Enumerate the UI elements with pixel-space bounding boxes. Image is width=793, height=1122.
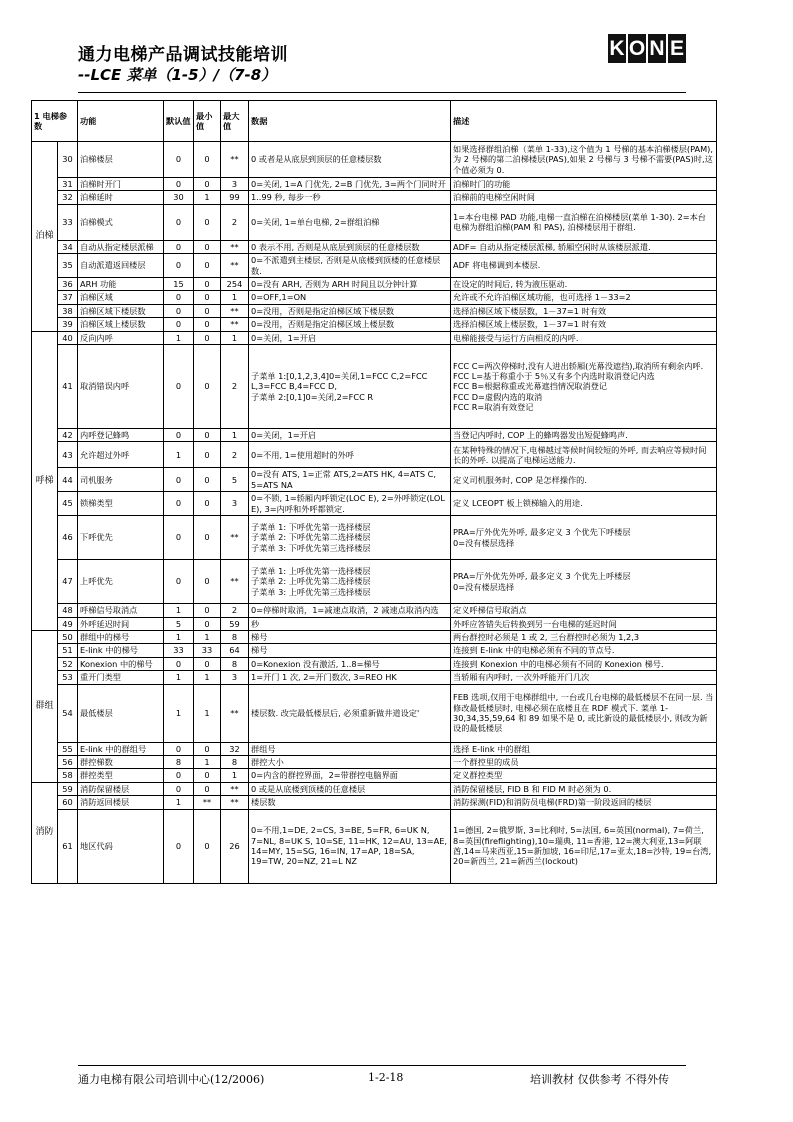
table-row: [32, 560, 717, 604]
param-min: 0: [194, 291, 221, 304]
col-header-data: 数据: [249, 101, 451, 142]
param-min: **: [194, 796, 221, 809]
param-description: 1=德国, 2=俄罗斯, 3=比利时, 5=法国, 6=英国(normal), 7=荷兰, 8=英国(fireflighting),10=瑞典, 11=香港, 12=澳大利亚,13=阿联酋,14=马来西亚,15=新加坡, 16=印尼,17=亚太,18=沙特, 19=台湾, 20=新西兰, 21=新西兰(lockout): [451, 809, 717, 883]
param-min: 0: [194, 604, 221, 617]
param-data: 0=OFF,1=ON: [249, 291, 451, 304]
param-min: 33: [194, 644, 221, 657]
param-max: 3: [221, 178, 249, 191]
param-function: 反向内呼: [78, 331, 164, 344]
param-data: 0 或是从底楼到顶楼的任意楼层: [249, 782, 451, 795]
group-label: 泊梯: [32, 142, 58, 332]
param-description: 定义 LCEOPT 板上锁梯输入的用途.: [451, 492, 717, 516]
logo-letter: K: [608, 34, 626, 63]
param-data: 1=开门 1 次, 2=开门数次, 3=REO HK: [249, 671, 451, 684]
param-description: 定义群控类型: [451, 769, 717, 782]
param-max: 2: [221, 604, 249, 617]
param-min: 1: [194, 671, 221, 684]
param-max: **: [221, 240, 249, 253]
param-number: 48: [58, 604, 78, 617]
param-min: 1: [194, 630, 221, 643]
param-number: 54: [58, 684, 78, 742]
table-row: [32, 755, 717, 768]
table-header-row: [32, 101, 717, 142]
param-default: 1: [164, 331, 194, 344]
param-default: 0: [164, 468, 194, 492]
param-max: 254: [221, 278, 249, 291]
param-description: 一个群控里的成员: [451, 755, 717, 768]
param-min: 1: [194, 191, 221, 204]
param-number: 35: [58, 254, 78, 278]
param-max: 1: [221, 291, 249, 304]
table-body: [32, 142, 717, 884]
param-function: 泊梯模式: [78, 204, 164, 240]
param-number: 61: [58, 809, 78, 883]
param-min: 0: [194, 204, 221, 240]
logo-letter: N: [648, 34, 666, 63]
param-max: **: [221, 560, 249, 604]
param-function: E-link 中的梯号: [78, 644, 164, 657]
logo-letter: E: [668, 34, 686, 63]
param-description: 当轿厢有内呼时, 一次外呼能开门几次: [451, 671, 717, 684]
param-function: 自动派遣返回楼层: [78, 254, 164, 278]
param-description: 1=本台电梯 PAD 功能,电梯一直泊梯在泊梯楼层(菜单 1-30). 2=本台电梯为群组泊梯(PAM 和 PAS), 泊梯楼层用于群组.: [451, 204, 717, 240]
param-number: 60: [58, 796, 78, 809]
table-row: [32, 516, 717, 560]
param-number: 47: [58, 560, 78, 604]
param-function: 重开门类型: [78, 671, 164, 684]
param-min: 0: [194, 318, 221, 331]
param-min: 0: [194, 142, 221, 178]
param-default: 1: [164, 671, 194, 684]
param-default: 5: [164, 617, 194, 630]
param-default: 0: [164, 142, 194, 178]
group-label: 消防: [32, 782, 58, 883]
param-function: 允许超过外呼: [78, 442, 164, 468]
param-min: 0: [194, 782, 221, 795]
param-default: 0: [164, 240, 194, 253]
param-max: 1: [221, 429, 249, 442]
param-min: 0: [194, 617, 221, 630]
table-row: [32, 671, 717, 684]
param-number: 50: [58, 630, 78, 643]
table-row: [32, 809, 717, 883]
param-description: 允许或不允许泊梯区域功能，也可选择 1－33=2: [451, 291, 717, 304]
table-row: [32, 291, 717, 304]
param-max: 3: [221, 671, 249, 684]
param-description: 泊梯前的电梯空闲时间: [451, 191, 717, 204]
param-max: 32: [221, 742, 249, 755]
param-data: 0=关闭, 1=A 门优先, 2=B 门优先, 3=两个门同时开: [249, 178, 451, 191]
param-max: 2: [221, 204, 249, 240]
param-default: 1: [164, 442, 194, 468]
param-data: 0=没有 ARH, 否则为 ARH 时间且以分钟计算: [249, 278, 451, 291]
table-row: [32, 782, 717, 795]
param-max: **: [221, 782, 249, 795]
table-row: [32, 429, 717, 442]
table-row: [32, 657, 717, 670]
table-row: [32, 191, 717, 204]
param-number: 56: [58, 755, 78, 768]
param-number: 53: [58, 671, 78, 684]
table-row: [32, 142, 717, 178]
col-header-min: 最小值: [194, 101, 221, 142]
param-max: 26: [221, 809, 249, 883]
param-min: 0: [194, 516, 221, 560]
param-description: 泊梯时门的功能: [451, 178, 717, 191]
param-number: 37: [58, 291, 78, 304]
param-data: 0=内含的群控界面，2=带群控电脑界面: [249, 769, 451, 782]
param-default: 15: [164, 278, 194, 291]
param-min: 0: [194, 178, 221, 191]
param-max: **: [221, 304, 249, 317]
param-default: 1: [164, 630, 194, 643]
param-data: 0 或者是从底层到顶层的任意楼层数: [249, 142, 451, 178]
param-description: 在某种特殊的情况下,电梯越过等候时间较短的外呼, 而去响应等候时间长的外呼. 以提高了电梯运送能力.: [451, 442, 717, 468]
param-min: 0: [194, 278, 221, 291]
param-max: 2: [221, 345, 249, 429]
param-function: 自动从指定楼层派梯: [78, 240, 164, 253]
param-description: 外呼应答错失后转换到另一台电梯的延迟时间: [451, 617, 717, 630]
param-number: 44: [58, 468, 78, 492]
param-number: 51: [58, 644, 78, 657]
param-function: Konexion 中的梯号: [78, 657, 164, 670]
param-default: 0: [164, 742, 194, 755]
param-default: 0: [164, 291, 194, 304]
param-min: 1: [194, 684, 221, 742]
footer-notice: 培训教材 仅供参考 不得外传: [530, 1073, 669, 1086]
param-function: 群控类型: [78, 769, 164, 782]
table-row: [32, 345, 717, 429]
param-min: 0: [194, 657, 221, 670]
param-number: 58: [58, 769, 78, 782]
param-min: 0: [194, 769, 221, 782]
table-row: [32, 204, 717, 240]
param-description: 如果选择群组泊梯（菜单 1-33),这个值为 1 号梯的基本泊梯楼层(PAM),为 2 号梯的第二泊梯楼层(PAS),如果 2 号梯与 3 号梯不需要(PAS)时,这个值必须为 0.: [451, 142, 717, 178]
param-default: 1: [164, 604, 194, 617]
footer-divider: [78, 1065, 686, 1066]
param-default: 0: [164, 809, 194, 883]
param-data: 0=没有 ATS, 1=正常 ATS,2=ATS HK, 4=ATS C, 5=ATS NA: [249, 468, 451, 492]
group-label: 呼梯: [32, 331, 58, 630]
param-function: 泊梯时开门: [78, 178, 164, 191]
param-max: **: [221, 516, 249, 560]
param-min: 0: [194, 492, 221, 516]
param-function: 内呼登记蜂鸣: [78, 429, 164, 442]
param-data: 0=不用, 1=使用超时的外呼: [249, 442, 451, 468]
param-default: 0: [164, 492, 194, 516]
param-number: 39: [58, 318, 78, 331]
param-description: 在设定的时间后, 转为液压驱动.: [451, 278, 717, 291]
param-data: 秒: [249, 617, 451, 630]
param-function: 泊梯区域上楼层数: [78, 318, 164, 331]
param-max: **: [221, 142, 249, 178]
kone-logo: [608, 34, 686, 63]
table-row: [32, 742, 717, 755]
table-row: [32, 331, 717, 344]
param-max: 64: [221, 644, 249, 657]
param-data: 0=Konexion 没有激活, 1..8=梯号: [249, 657, 451, 670]
param-max: **: [221, 796, 249, 809]
param-data: 0=不锁, 1=轿厢内呼锁定(LOC E), 2=外呼锁定(LOL E), 3=内呼和外呼都锁定.: [249, 492, 451, 516]
param-max: 5: [221, 468, 249, 492]
page-title: 通力电梯产品调试技能培训: [78, 45, 288, 65]
param-default: 0: [164, 429, 194, 442]
table-row: [32, 769, 717, 782]
param-function: 上呼优先: [78, 560, 164, 604]
param-number: 31: [58, 178, 78, 191]
param-function: 泊梯楼层: [78, 142, 164, 178]
param-default: 0: [164, 318, 194, 331]
param-min: 0: [194, 742, 221, 755]
param-default: 0: [164, 769, 194, 782]
param-data: 梯号: [249, 644, 451, 657]
param-min: 1: [194, 755, 221, 768]
table-row: [32, 178, 717, 191]
param-function: 锁梯类型: [78, 492, 164, 516]
param-data: 0=关闭，1=开启: [249, 429, 451, 442]
param-data: 子菜单 1:[0,1,2,3,4]0=关闭,1=FCC C,2=FCC L,3=FCC B,4=FCC D, 子菜单 2:[0,1]0=关闭,2=FCC R: [249, 345, 451, 429]
param-number: 42: [58, 429, 78, 442]
param-function: 呼梯信号取消点: [78, 604, 164, 617]
param-description: 定义呼梯信号取消点: [451, 604, 717, 617]
param-number: 32: [58, 191, 78, 204]
param-max: 1: [221, 769, 249, 782]
table-row: [32, 318, 717, 331]
param-number: 33: [58, 204, 78, 240]
param-function: 取消错误内呼: [78, 345, 164, 429]
param-default: 0: [164, 178, 194, 191]
param-function: ARH 功能: [78, 278, 164, 291]
param-data: 0=关闭, 1=单台电梯, 2=群组泊梯: [249, 204, 451, 240]
param-data: 子菜单 1: 上呼优先第一选择楼层 子菜单 2: 上呼优先第二选择楼层 子菜单 3: 上呼优先第三选择楼层: [249, 560, 451, 604]
table-row: [32, 630, 717, 643]
param-min: 0: [194, 809, 221, 883]
param-min: 0: [194, 240, 221, 253]
table-row: [32, 278, 717, 291]
col-header-function: 功能: [78, 101, 164, 142]
table-row: [32, 684, 717, 742]
param-function: 外呼延迟时间: [78, 617, 164, 630]
param-number: 45: [58, 492, 78, 516]
param-data: 0=没用，否则是指定泊梯区域下楼层数: [249, 304, 451, 317]
table-row: [32, 468, 717, 492]
param-min: 0: [194, 304, 221, 317]
col-header-max: 最大值: [221, 101, 249, 142]
param-description: 电梯能接受与运行方向相反的内呼.: [451, 331, 717, 344]
param-max: 8: [221, 755, 249, 768]
param-description: ADF 将电梯调到本楼层.: [451, 254, 717, 278]
param-description: ADF= 自动从指定楼层派梯, 轿厢空闲时从该楼层派遣.: [451, 240, 717, 253]
param-data: 0=关闭，1=开启: [249, 331, 451, 344]
param-description: 当登记内呼时, COP 上的蜂鸣器发出短促蜂鸣声.: [451, 429, 717, 442]
param-data: 楼层数. 改完最低楼层后, 必须重新做井道设定': [249, 684, 451, 742]
param-description: 定义司机服务时, COP 是怎样操作的.: [451, 468, 717, 492]
table-row: [32, 644, 717, 657]
col-header-description: 描述: [451, 101, 717, 142]
param-number: 40: [58, 331, 78, 344]
table-row: [32, 442, 717, 468]
param-data: 0=不派遣到主楼层, 否则是从底楼到顶楼的任意楼层数.: [249, 254, 451, 278]
param-number: 30: [58, 142, 78, 178]
param-description: 消防保留楼层, FID B 和 FID M 时必须为 0.: [451, 782, 717, 795]
param-data: 0=不用,1=DE, 2=CS, 3=BE, 5=FR, 6=UK N, 7=NL, 8=UK S, 10=SE, 11=HK, 12=AU, 13=AE, 14=MY, 15=SG, 16=IN, 17=AP, 18=SA, 19=TW, 20=NZ, 21=L NZ: [249, 809, 451, 883]
param-number: 59: [58, 782, 78, 795]
param-data: 群控大小: [249, 755, 451, 768]
param-default: 0: [164, 304, 194, 317]
param-description: 选择 E-link 中的群组: [451, 742, 717, 755]
param-max: 3: [221, 492, 249, 516]
footer-org: 通力电梯有限公司培训中心(12/2006): [78, 1073, 265, 1086]
param-description: 连接到 Konexion 中的电梯必须有不同的 Konexion 梯号.: [451, 657, 717, 670]
param-description: 连接到 E-link 中的电梯必须有不同的节点号.: [451, 644, 717, 657]
param-number: 55: [58, 742, 78, 755]
header-divider: [78, 92, 686, 93]
table-row: [32, 240, 717, 253]
param-description: 两台群控时必须是 1 或 2, 三台群控时必须为 1,2,3: [451, 630, 717, 643]
footer-page-number: 1-2-18: [368, 1071, 404, 1084]
param-function: E-link 中的群组号: [78, 742, 164, 755]
param-default: 0: [164, 516, 194, 560]
param-min: 0: [194, 560, 221, 604]
param-description: FEB 选项,仅用于电梯群组中, 一台或几台电梯的最低楼层不在同一层. 当修改最低楼层时, 电梯必须在底楼且在 RDF 模式下. 菜单 1-30,34,35,59,64 和 89 如果不是 0, 或比新设的最低楼层小, 则改为新设的最低楼层: [451, 684, 717, 742]
param-data: 0=没用，否则是指定泊梯区域上楼层数: [249, 318, 451, 331]
param-function: 群组中的梯号: [78, 630, 164, 643]
param-default: 0: [164, 204, 194, 240]
param-default: 0: [164, 254, 194, 278]
param-function: 下呼优先: [78, 516, 164, 560]
param-default: 0: [164, 782, 194, 795]
param-default: 0: [164, 560, 194, 604]
param-number: 49: [58, 617, 78, 630]
table-row: [32, 254, 717, 278]
param-default: 0: [164, 345, 194, 429]
param-data: 梯号: [249, 630, 451, 643]
group-label: 群组: [32, 630, 58, 782]
param-number: 43: [58, 442, 78, 468]
param-min: 0: [194, 429, 221, 442]
param-max: 8: [221, 630, 249, 643]
param-description: PRA=厅外优先外呼, 最多定义 3 个优先下呼楼层 0=没有楼层选择: [451, 516, 717, 560]
param-number: 52: [58, 657, 78, 670]
param-max: 2: [221, 442, 249, 468]
parameter-table: [31, 100, 717, 884]
param-description: FCC C=两次停梯时,没有人进出轿厢(光幕没遮挡),取消所有剩余内呼. FCC L=基于称重小于 5％又有多个内选时取消登记内选 FCC B=根据称重或光幕遮挡情况取消登记 FCC D=虚假内选的取消 FCC R=取消有效登记: [451, 345, 717, 429]
param-max: 59: [221, 617, 249, 630]
param-max: **: [221, 318, 249, 331]
param-function: 泊梯延时: [78, 191, 164, 204]
col-header-default: 默认值: [164, 101, 194, 142]
table-row: [32, 617, 717, 630]
param-description: 选择泊梯区域下楼层数，1－37=1 时有效: [451, 304, 717, 317]
param-min: 0: [194, 345, 221, 429]
param-function: 消防返回楼层: [78, 796, 164, 809]
param-data: 0 表示不用, 否则是从底层到顶层的任意楼层数: [249, 240, 451, 253]
param-function: 地区代码: [78, 809, 164, 883]
param-max: 99: [221, 191, 249, 204]
table-row: [32, 304, 717, 317]
param-default: 8: [164, 755, 194, 768]
table-row: [32, 796, 717, 809]
param-max: 1: [221, 331, 249, 344]
table-row: [32, 492, 717, 516]
param-description: PRA=厅外优先外呼, 最多定义 3 个优先上呼楼层 0=没有楼层选择: [451, 560, 717, 604]
param-data: 楼层数: [249, 796, 451, 809]
param-function: 司机服务: [78, 468, 164, 492]
param-function: 最低楼层: [78, 684, 164, 742]
param-min: 0: [194, 468, 221, 492]
param-default: 1: [164, 796, 194, 809]
param-max: 8: [221, 657, 249, 670]
param-default: 33: [164, 644, 194, 657]
param-data: 0=停梯时取消，1=减速点取消，2 减速点取消内选: [249, 604, 451, 617]
param-function: 泊梯区域: [78, 291, 164, 304]
table-row: [32, 604, 717, 617]
param-default: 0: [164, 657, 194, 670]
logo-letter: O: [628, 34, 646, 63]
param-description: 消防探测(FID)和消防员电梯(FRD)第一阶段返回的楼层: [451, 796, 717, 809]
param-min: 0: [194, 331, 221, 344]
param-data: 群组号: [249, 742, 451, 755]
param-data: 1..99 秒, 每步一秒: [249, 191, 451, 204]
param-description: 选择泊梯区域上楼层数，1－37=1 时有效: [451, 318, 717, 331]
param-number: 41: [58, 345, 78, 429]
param-function: 泊梯区域下楼层数: [78, 304, 164, 317]
param-min: 0: [194, 254, 221, 278]
param-function: 消防保留楼层: [78, 782, 164, 795]
param-number: 38: [58, 304, 78, 317]
param-number: 46: [58, 516, 78, 560]
param-max: **: [221, 684, 249, 742]
col-header-param: 1 电梯参数: [32, 101, 78, 142]
param-default: 30: [164, 191, 194, 204]
param-number: 36: [58, 278, 78, 291]
param-function: 群控梯数: [78, 755, 164, 768]
param-number: 34: [58, 240, 78, 253]
param-min: 0: [194, 442, 221, 468]
page-subtitle: --LCE 菜单（1-5）/（7-8）: [78, 66, 277, 84]
param-max: **: [221, 254, 249, 278]
param-data: 子菜单 1: 下呼优先第一选择楼层 子菜单 2: 下呼优先第二选择楼层 子菜单 3: 下呼优先第三选择楼层: [249, 516, 451, 560]
param-default: 1: [164, 684, 194, 742]
